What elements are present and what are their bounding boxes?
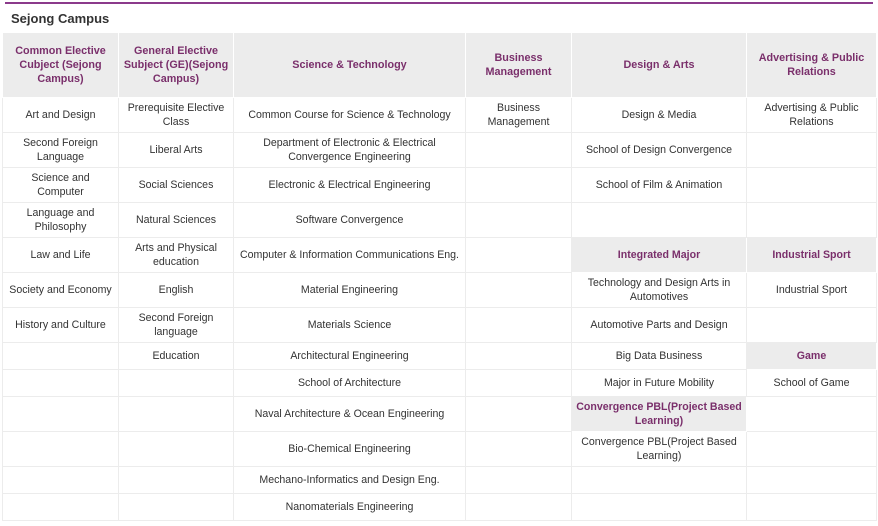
- cell-science-technology: Bio-Chemical Engineering: [234, 432, 466, 467]
- cell-advertising-pr: [747, 168, 877, 203]
- cell-design-arts: School of Film & Animation: [572, 168, 747, 203]
- cell-business-management: [466, 494, 572, 521]
- cell-business-management: [466, 273, 572, 308]
- cell-advertising-pr: School of Game: [747, 370, 877, 397]
- cell-design-arts: Design & Media: [572, 98, 747, 133]
- cell-advertising-pr: Industrial Sport: [747, 273, 877, 308]
- table-row: [3, 273, 877, 308]
- cell-general-elective: English: [119, 273, 234, 308]
- cell-science-technology: Materials Science: [234, 308, 466, 343]
- cell-common-elective: Law and Life: [3, 238, 119, 273]
- curriculum-table: [2, 32, 877, 521]
- cell-business-management: [466, 308, 572, 343]
- cell-general-elective: [119, 397, 234, 432]
- cell-business-management: [466, 397, 572, 432]
- cell-design-arts: Major in Future Mobility: [572, 370, 747, 397]
- cell-general-elective: Social Sciences: [119, 168, 234, 203]
- subheader-cell-advertising-pr: Game: [747, 343, 877, 370]
- cell-general-elective: Education: [119, 343, 234, 370]
- cell-general-elective: [119, 432, 234, 467]
- table-row: [3, 494, 877, 521]
- cell-design-arts: Big Data Business: [572, 343, 747, 370]
- table-row: [3, 467, 877, 494]
- cell-common-elective: [3, 494, 119, 521]
- cell-general-elective: Prerequisite Elective Class: [119, 98, 234, 133]
- cell-general-elective: [119, 467, 234, 494]
- cell-common-elective: [3, 370, 119, 397]
- cell-advertising-pr: [747, 467, 877, 494]
- cell-general-elective: [119, 494, 234, 521]
- cell-common-elective: [3, 397, 119, 432]
- cell-common-elective: [3, 343, 119, 370]
- cell-science-technology: Department of Electronic & Electrical Convergence Engineering: [234, 133, 466, 168]
- cell-advertising-pr: [747, 397, 877, 432]
- cell-general-elective: Natural Sciences: [119, 203, 234, 238]
- cell-advertising-pr: Advertising & Public Relations: [747, 98, 877, 133]
- cell-design-arts: School of Design Convergence: [572, 133, 747, 168]
- subheader-cell-advertising-pr: Industrial Sport: [747, 238, 877, 273]
- cell-science-technology: Computer & Information Communications Eng.: [234, 238, 466, 273]
- cell-advertising-pr: [747, 203, 877, 238]
- header-design-arts: Design & Arts: [572, 33, 747, 98]
- cell-science-technology: Electronic & Electrical Engineering: [234, 168, 466, 203]
- header-science-technology: Science & Technology: [234, 33, 466, 98]
- cell-advertising-pr: [747, 133, 877, 168]
- cell-business-management: [466, 133, 572, 168]
- table-row: [3, 397, 877, 432]
- table-body: [3, 98, 877, 521]
- cell-science-technology: School of Architecture: [234, 370, 466, 397]
- table-row: [3, 432, 877, 467]
- cell-common-elective: Society and Economy: [3, 273, 119, 308]
- table-row: [3, 98, 877, 133]
- subheader-cell-design-arts: Convergence PBL(Project Based Learning): [572, 397, 747, 432]
- cell-general-elective: [119, 370, 234, 397]
- cell-science-technology: Software Convergence: [234, 203, 466, 238]
- cell-business-management: [466, 168, 572, 203]
- cell-common-elective: [3, 432, 119, 467]
- cell-common-elective: Science and Computer: [3, 168, 119, 203]
- cell-design-arts: [572, 494, 747, 521]
- cell-general-elective: Liberal Arts: [119, 133, 234, 168]
- table-row: [3, 308, 877, 343]
- table-row: [3, 343, 877, 370]
- cell-business-management: [466, 343, 572, 370]
- header-advertising-pr: Advertising & Public Relations: [747, 33, 877, 98]
- cell-business-management: [466, 432, 572, 467]
- cell-business-management: [466, 238, 572, 273]
- cell-common-elective: Second Foreign Language: [3, 133, 119, 168]
- cell-advertising-pr: [747, 432, 877, 467]
- header-row: [3, 33, 877, 98]
- campus-title: Sejong Campus: [11, 11, 110, 26]
- cell-design-arts: [572, 203, 747, 238]
- table-row: [3, 133, 877, 168]
- table-row: [3, 370, 877, 397]
- cell-advertising-pr: [747, 494, 877, 521]
- header-general-elective: General Elective Subject (GE)(Sejong Campus): [119, 33, 234, 98]
- header-business-management: Business Management: [466, 33, 572, 98]
- top-rule: [5, 2, 873, 4]
- cell-business-management: Business Management: [466, 98, 572, 133]
- cell-general-elective: Arts and Physical education: [119, 238, 234, 273]
- cell-common-elective: History and Culture: [3, 308, 119, 343]
- cell-science-technology: Nanomaterials Engineering: [234, 494, 466, 521]
- subheader-cell-design-arts: Integrated Major: [572, 238, 747, 273]
- cell-science-technology: Naval Architecture & Ocean Engineering: [234, 397, 466, 432]
- cell-common-elective: Language and Philosophy: [3, 203, 119, 238]
- cell-advertising-pr: [747, 308, 877, 343]
- cell-science-technology: Mechano-Informatics and Design Eng.: [234, 467, 466, 494]
- cell-design-arts: Convergence PBL(Project Based Learning): [572, 432, 747, 467]
- cell-design-arts: Technology and Design Arts in Automotives: [572, 273, 747, 308]
- cell-common-elective: [3, 467, 119, 494]
- cell-business-management: [466, 203, 572, 238]
- cell-science-technology: Architectural Engineering: [234, 343, 466, 370]
- table-row: [3, 168, 877, 203]
- cell-common-elective: Art and Design: [3, 98, 119, 133]
- header-common-elective: Common Elective Cubject (Sejong Campus): [3, 33, 119, 98]
- table-row: [3, 238, 877, 273]
- cell-business-management: [466, 370, 572, 397]
- cell-design-arts: Automotive Parts and Design: [572, 308, 747, 343]
- cell-design-arts: [572, 467, 747, 494]
- table-row: [3, 203, 877, 238]
- cell-general-elective: Second Foreign language: [119, 308, 234, 343]
- cell-business-management: [466, 467, 572, 494]
- cell-science-technology: Material Engineering: [234, 273, 466, 308]
- cell-science-technology: Common Course for Science & Technology: [234, 98, 466, 133]
